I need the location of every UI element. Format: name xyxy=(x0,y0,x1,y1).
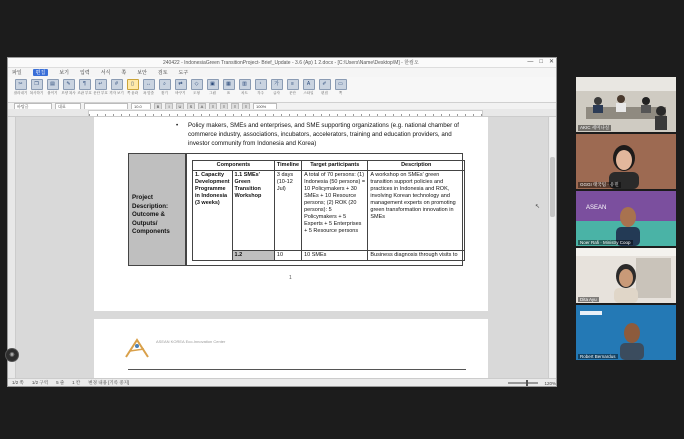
strike-button[interactable]: S xyxy=(187,103,195,111)
paragraph-icon: ↵ xyxy=(95,79,107,90)
grid-icon: # xyxy=(111,79,123,90)
component-cell: 1. Capacity Development Programme in Indonesia (3 weeks) xyxy=(193,171,233,261)
ribbon-cut-button[interactable]: ✂ 잘라내기 xyxy=(13,81,28,95)
ribbon-shape-button[interactable]: ◇ 도형 xyxy=(190,79,203,96)
timeline-cell: 3 days (10-12 Jul) xyxy=(274,171,301,251)
table-top-line xyxy=(128,369,466,370)
header-timeline: Timeline xyxy=(274,161,301,171)
zoom-slider[interactable] xyxy=(508,382,538,384)
logo-text: ASEAN KOREA Eco-Innovation Center xyxy=(156,339,226,344)
participant-tile[interactable] xyxy=(576,191,676,246)
stakeholder-bullet: • Policy makers, SMEs and enterprises, and SME supporting organizations (e.g. national chamber of commerce industry, associations, incubators, accelerators, training and education providers, and investor community from Indonesia and Korea) xyxy=(188,121,468,148)
ribbon-para-format-button[interactable]: ≡ 문단 xyxy=(286,79,299,96)
participant-video xyxy=(576,248,676,303)
ribbon-markup-button[interactable]: ¶ 조판 부호 xyxy=(77,81,92,95)
ribbon-toolbar xyxy=(8,77,556,103)
ribbon-page-button[interactable]: ▭ 쪽 xyxy=(334,79,347,96)
markup-icon: ¶ xyxy=(79,79,91,90)
ribbon-table-button[interactable]: ▦ 표 xyxy=(222,79,235,96)
ruler-scale xyxy=(88,110,483,117)
chart-icon: ▥ xyxy=(239,79,251,90)
akic-logo xyxy=(124,337,150,359)
participant-video xyxy=(576,305,676,360)
timeline-cell: 10 xyxy=(274,251,301,261)
ribbon-replace-button[interactable]: ⇄ 바꾸기 xyxy=(175,81,186,95)
maximize-icon[interactable]: □ xyxy=(539,59,543,65)
ribbon-paragraph-button[interactable]: ↵ 문단 부호 xyxy=(93,81,108,95)
participant-video xyxy=(576,191,676,246)
table-row xyxy=(193,171,465,251)
line-spacing-input[interactable]: 100% xyxy=(253,103,277,111)
subcomponent-cell: 1.1 SMEs' Green Transition Workshop xyxy=(232,171,274,251)
status-bar xyxy=(8,378,557,387)
section-label: Project Description: Outcome & Outputs/ Components xyxy=(132,194,170,235)
horizontal-ruler[interactable] xyxy=(8,109,556,117)
ribbon-grid-button[interactable]: # 격자 보기 xyxy=(109,81,124,95)
align-center-button[interactable]: ≡ xyxy=(220,103,228,111)
participant-name: Noer Rafi · Ministry Coop xyxy=(580,240,631,245)
section-label-cell xyxy=(128,153,186,266)
para-format-icon: ≡ xyxy=(287,79,299,90)
underline-button[interactable]: U xyxy=(176,103,184,111)
ribbon-char-button[interactable]: 가 글자 xyxy=(270,79,283,96)
status-column: 1 칸 xyxy=(72,380,81,385)
fit-width-icon: ↔ xyxy=(143,79,155,90)
description-cell: Business diagnosis through visits to xyxy=(368,251,465,261)
char-icon: 가 xyxy=(271,79,283,90)
component-table xyxy=(192,160,465,261)
component-table-cell xyxy=(186,153,463,266)
window-controls xyxy=(527,59,554,66)
document-area[interactable] xyxy=(16,117,548,379)
font-lang-select[interactable]: 대표 xyxy=(55,103,81,111)
status-track-changes[interactable]: 변경 내용 [기록 중지] xyxy=(88,380,130,385)
menu-security[interactable]: 보안 xyxy=(137,70,147,76)
ribbon-footnote-button[interactable]: ¹ 각주 xyxy=(254,79,267,96)
paste-icon: ▤ xyxy=(47,79,59,90)
mouse-cursor-icon: ↖ xyxy=(535,204,541,210)
menu-file[interactable]: 파일 xyxy=(12,70,22,76)
description-cell: A workshop on SMEs' green transition support policies and practices in Indonesia and ROK, involving Korean technology and management experts on promoting green transformation innovation in SMEs xyxy=(368,171,465,251)
format-painter-icon: ✎ xyxy=(63,79,75,90)
status-page: 1/2 쪽 xyxy=(12,380,24,385)
participant-tile[interactable] xyxy=(576,134,676,189)
ribbon-chart-button[interactable]: ▥ 차트 xyxy=(238,79,251,96)
menu-edit[interactable]: 편집 xyxy=(33,69,49,76)
menu-review[interactable]: 검토 xyxy=(157,70,168,76)
ribbon-edit-button[interactable]: ✐ 편집 xyxy=(318,79,331,96)
target-cell: A total of 70 persons: (1) Indonesia (50 persons) = 10 Policymakers + 30 SMEs + 10 Resource persons; (2) ROK (20 persons): 5 Policymakers + 5 Experts + 5 Enterprises + 5 Resource persons xyxy=(302,171,368,251)
participant-name: Dita Ayu xyxy=(580,297,597,302)
ribbon-paste-button[interactable]: ▤ 붙이기 xyxy=(47,81,58,95)
ribbon-page-outline-button[interactable]: ▯ 쪽 윤곽 xyxy=(126,81,139,95)
participant-name: GGGI 태국팀 · 유민 xyxy=(580,182,619,187)
vertical-ruler[interactable] xyxy=(8,117,16,379)
find-icon: ⌕ xyxy=(159,79,171,90)
status-line: 5 줄 xyxy=(56,380,65,385)
camera-toggle-icon[interactable]: ◉ xyxy=(5,348,19,362)
menu-view[interactable]: 보기 xyxy=(59,70,70,76)
close-icon[interactable]: ✕ xyxy=(548,59,554,65)
ribbon-format-painter-button[interactable]: ✎ 모양 복사 xyxy=(61,81,76,95)
style-icon: A xyxy=(303,79,315,90)
picture-icon: ▣ xyxy=(207,79,219,90)
italic-button[interactable]: I xyxy=(165,103,173,111)
header-description: Description xyxy=(368,161,465,171)
table-row xyxy=(193,251,465,261)
word-processor-window xyxy=(7,57,557,387)
page-number: 1 xyxy=(289,275,292,281)
window-title: 240422 - IndonesiaGreen TransitionProject- Brief_Update - 3.6 (Ap) 1 2.docx - [C:\Users\Name\Desktop\M] - 한컴오 xyxy=(163,60,419,66)
menu-insert[interactable]: 입력 xyxy=(80,70,90,76)
meeting-room-video xyxy=(576,77,676,132)
target-cell: 10 SMEs xyxy=(302,251,368,261)
scroll-thumb[interactable] xyxy=(550,157,555,217)
page-icon: ▭ xyxy=(335,79,347,90)
shape-icon: ◇ xyxy=(191,79,203,90)
menu-bar xyxy=(8,68,556,77)
menu-format[interactable]: 서식 xyxy=(100,70,111,76)
page-outline-icon: ▯ xyxy=(127,79,139,90)
ribbon-fit-width-button[interactable]: ↔ 폭 맞춤 xyxy=(142,81,155,95)
table-icon: ▦ xyxy=(223,79,235,90)
participant-tile[interactable] xyxy=(576,248,676,303)
table-header-row xyxy=(193,161,465,171)
cut-icon: ✂ xyxy=(15,79,27,90)
copy-icon: ❐ xyxy=(31,79,43,90)
status-section: 1/2 구역 xyxy=(31,380,49,385)
svg-text:ASEAN: ASEAN xyxy=(586,205,607,211)
replace-icon: ⇄ xyxy=(175,79,187,90)
ribbon-copy-button[interactable]: ❐ 복사하기 xyxy=(29,81,44,95)
menu-page[interactable]: 쪽 xyxy=(121,70,127,76)
menu-tools[interactable]: 도구 xyxy=(178,70,189,76)
header-target: Target participants xyxy=(302,161,368,171)
style-select[interactable]: 바탕글 xyxy=(14,103,52,111)
ribbon-style-button[interactable]: A 스타일 xyxy=(303,81,314,95)
ribbon-find-button[interactable]: ⌕ 찾기 xyxy=(158,79,171,96)
align-left-button[interactable]: ≡ xyxy=(209,103,217,111)
participant-name: AKIC 세미나실 xyxy=(580,125,610,130)
text-color-button[interactable]: A xyxy=(198,103,206,111)
title-bar xyxy=(8,58,556,68)
vertical-scrollbar[interactable] xyxy=(548,117,557,379)
edit-icon: ✐ xyxy=(319,79,331,90)
justify-button[interactable]: ≡ xyxy=(242,103,250,111)
header-components: Components xyxy=(193,161,275,171)
document-page-2[interactable] xyxy=(94,319,488,379)
zoom-controls xyxy=(508,381,556,386)
bold-button[interactable]: B xyxy=(154,103,162,111)
minimize-icon[interactable]: — xyxy=(527,59,534,65)
participant-panel xyxy=(576,77,676,362)
footnote-icon: ¹ xyxy=(255,79,267,90)
font-size-input[interactable]: 10.0 xyxy=(131,103,151,111)
document-page-1[interactable] xyxy=(94,117,488,311)
subcomponent-cell: 1.2 xyxy=(232,251,274,261)
participant-video xyxy=(576,134,676,189)
ribbon-picture-button[interactable]: ▣ 그림 xyxy=(206,79,219,96)
participant-tile[interactable] xyxy=(576,77,676,132)
participant-tile[interactable] xyxy=(576,305,676,360)
zoom-level[interactable]: 120% xyxy=(544,380,556,386)
align-right-button[interactable]: ≡ xyxy=(231,103,239,111)
participant-name: Robert Bernardus xyxy=(580,354,616,359)
